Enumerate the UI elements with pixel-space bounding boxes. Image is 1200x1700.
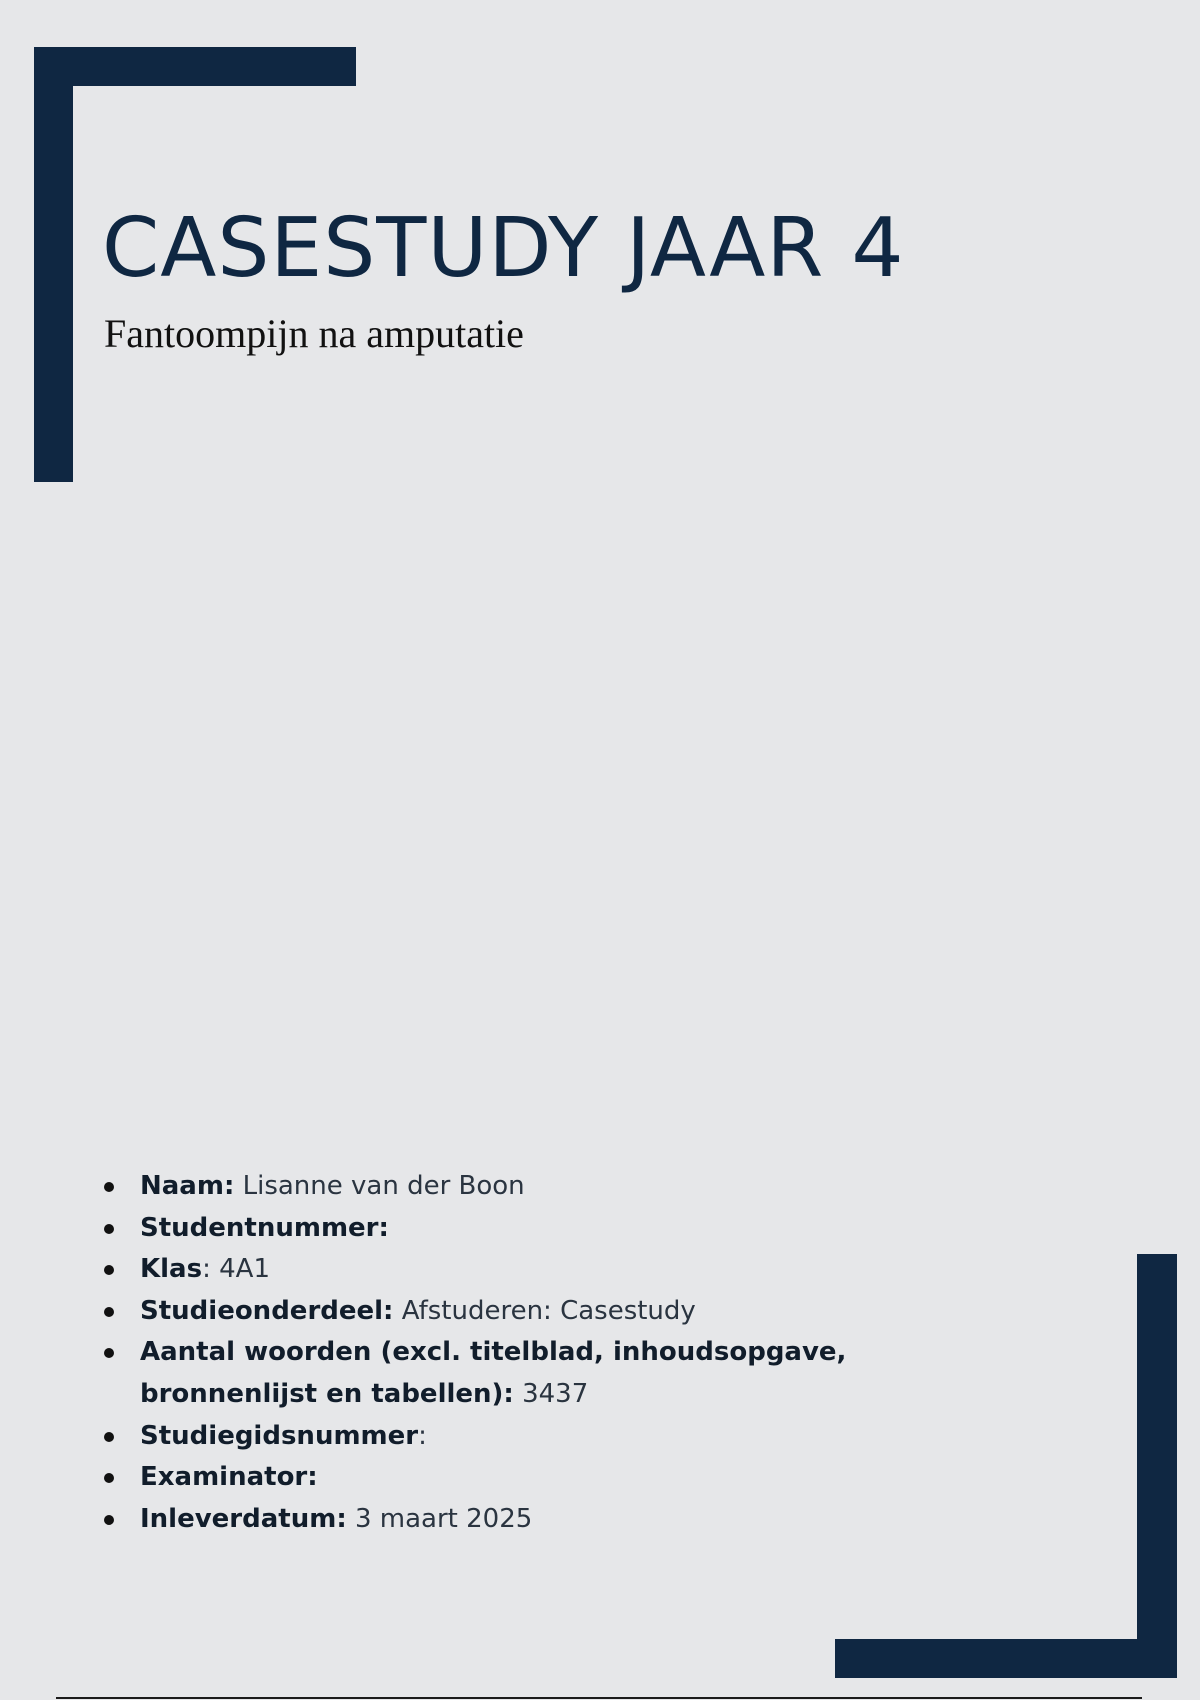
bullet-icon <box>104 1307 114 1317</box>
info-label: Naam: <box>140 1171 235 1201</box>
info-label: Klas <box>140 1254 203 1285</box>
page-bottom-rule <box>56 1697 1142 1699</box>
info-item-klas <box>98 1249 858 1291</box>
info-item-studieonderdeel <box>98 1291 858 1333</box>
info-label: Studieonderdeel: <box>140 1295 394 1326</box>
info-value: 3 maart 2025 <box>346 1503 533 1534</box>
info-label: Examinator: <box>140 1462 318 1493</box>
info-label: Studiegidsnummer <box>140 1420 419 1451</box>
info-value: : <box>418 1420 427 1451</box>
info-item-aantal-woorden <box>98 1332 858 1415</box>
bullet-icon <box>104 1182 114 1192</box>
info-value: Lisanne van der Boon <box>234 1171 525 1201</box>
info-item-examinator <box>98 1457 858 1499</box>
bullet-icon <box>104 1473 114 1483</box>
document-subtitle: Fantoompijn na amputatie <box>104 311 524 356</box>
corner-bracket-top-left-horizontal <box>34 47 356 86</box>
info-label: Aantal woorden (excl. titelblad, inhoudsopgave, bronnenlijst en tabellen): <box>140 1337 847 1409</box>
student-info-list <box>98 1166 858 1540</box>
bullet-icon <box>104 1265 114 1275</box>
info-label: Studentnummer: <box>140 1212 389 1243</box>
corner-bracket-top-left-vertical <box>34 47 73 482</box>
corner-bracket-bottom-right-vertical <box>1137 1254 1177 1678</box>
info-item-studentnummer <box>98 1208 858 1250</box>
document-title: CASESTUDY JAAR 4 <box>102 201 905 296</box>
info-value: Afstuderen: Casestudy <box>393 1295 696 1326</box>
info-item-inleverdatum <box>98 1499 858 1541</box>
info-value: 3437 <box>513 1378 589 1409</box>
info-label: Inleverdatum: <box>140 1503 347 1534</box>
bullet-icon <box>104 1224 114 1234</box>
info-item-studiegidsnummer <box>98 1416 858 1458</box>
bullet-icon <box>104 1515 114 1525</box>
info-item-naam <box>98 1166 858 1208</box>
bullet-icon <box>104 1348 114 1358</box>
bullet-icon <box>104 1432 114 1442</box>
corner-bracket-bottom-right-horizontal <box>835 1639 1177 1678</box>
info-value: : 4A1 <box>202 1254 270 1285</box>
